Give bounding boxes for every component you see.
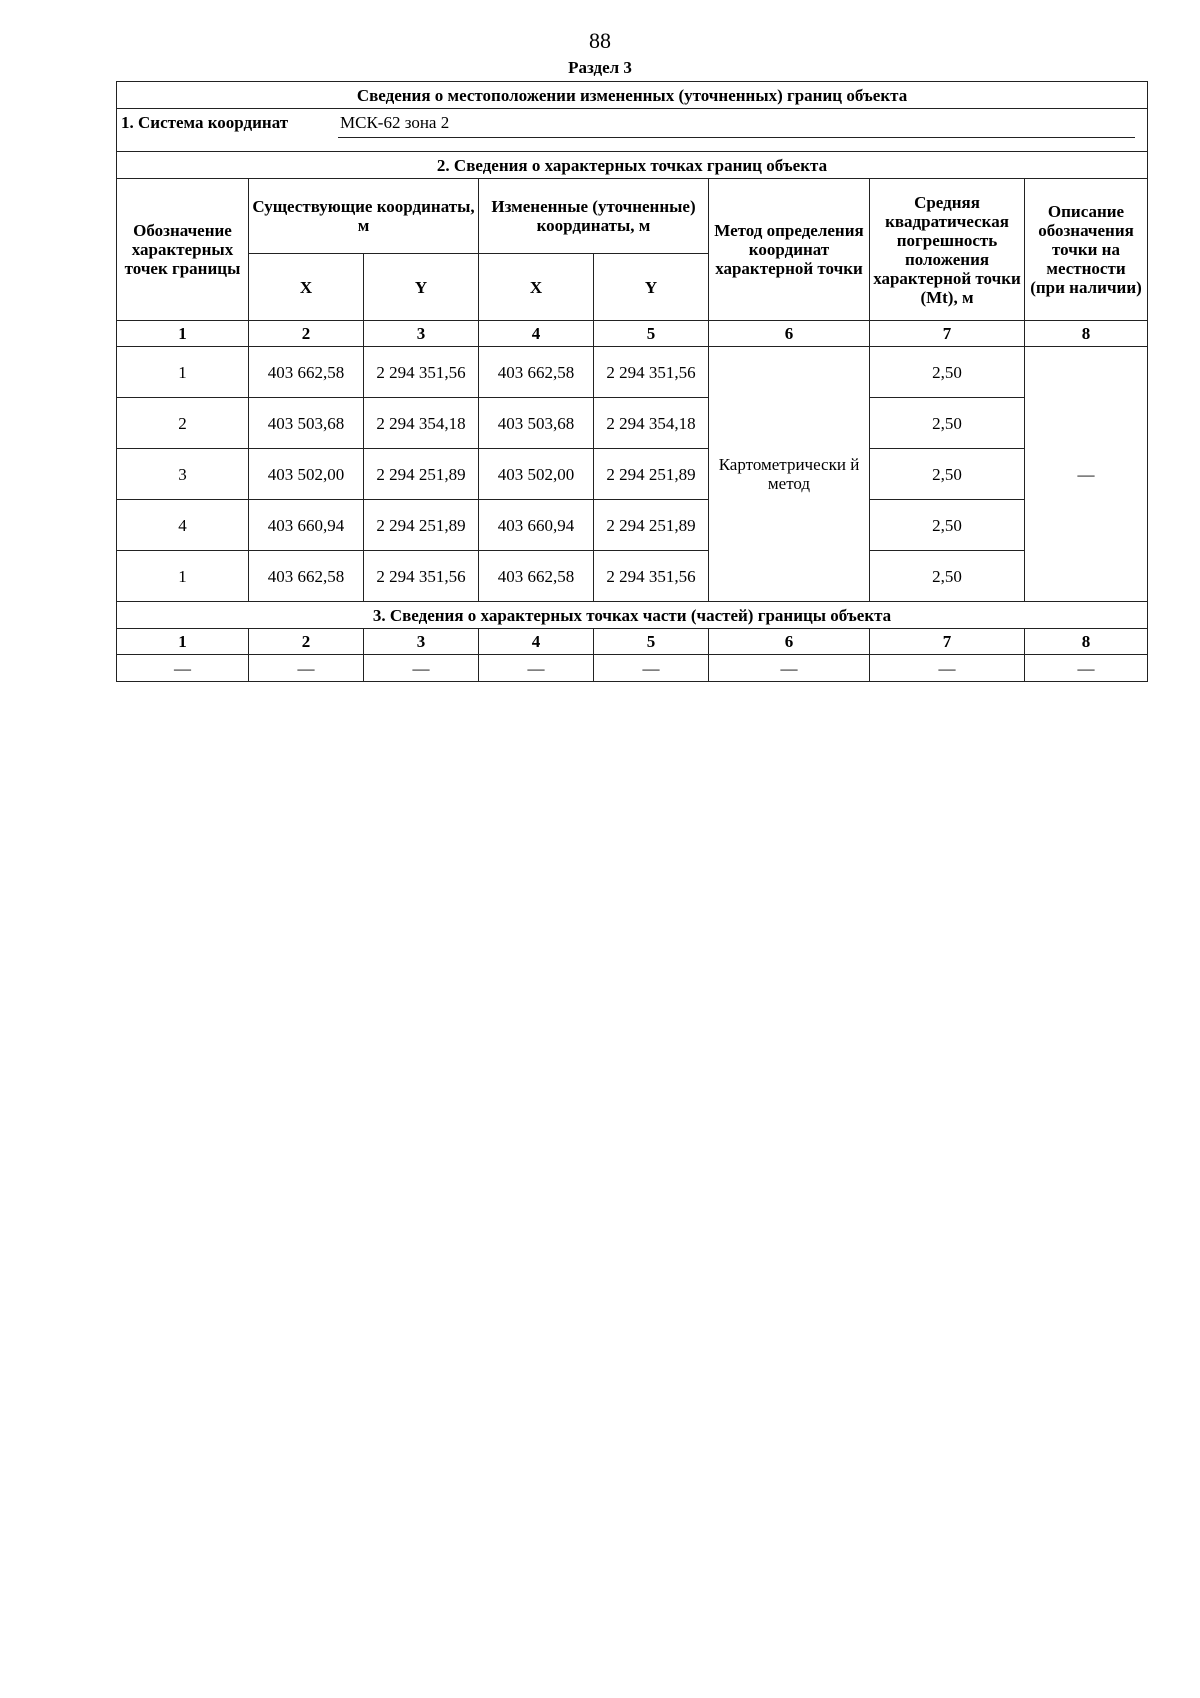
column-number: 6 — [709, 629, 870, 655]
header-existing-coords: Существующие координаты, м — [249, 179, 479, 254]
point-cell: 3 — [117, 449, 249, 500]
header-existing-x: X — [249, 254, 364, 321]
existing-y-cell: 2 294 351,56 — [364, 347, 479, 398]
mean-error-cell: 2,50 — [870, 347, 1025, 398]
column-number: 7 — [870, 321, 1025, 347]
coordinate-system-label: 1. Система координат — [121, 113, 289, 132]
header-changed-x: X — [479, 254, 594, 321]
mean-error-cell: 2,50 — [870, 500, 1025, 551]
changed-x-cell: 403 502,00 — [479, 449, 594, 500]
point-cell: 4 — [117, 500, 249, 551]
table-row — [117, 655, 1148, 682]
column-number: 8 — [1025, 629, 1148, 655]
column-number: 2 — [249, 321, 364, 347]
changed-y-cell: 2 294 351,56 — [594, 551, 709, 602]
changed-x-cell: 403 503,68 — [479, 398, 594, 449]
table-row — [117, 398, 1148, 449]
section3-title: 3. Сведения о характерных точках части (частей) границы объекта — [117, 602, 1148, 629]
column-number: 7 — [870, 629, 1025, 655]
table-row — [117, 500, 1148, 551]
changed-y-cell: 2 294 354,18 — [594, 398, 709, 449]
column-number: 1 — [117, 629, 249, 655]
method-cell: Картометрически й метод — [709, 347, 870, 602]
dash-cell: — — [117, 655, 249, 682]
dash-cell: — — [364, 655, 479, 682]
boundary-table — [116, 81, 1148, 682]
table-row — [117, 347, 1148, 398]
description-cell: — — [1025, 347, 1148, 602]
changed-x-cell: 403 660,94 — [479, 500, 594, 551]
existing-x-cell: 403 660,94 — [249, 500, 364, 551]
column-number: 1 — [117, 321, 249, 347]
column-number: 5 — [594, 629, 709, 655]
column-number: 8 — [1025, 321, 1148, 347]
table-row — [117, 449, 1148, 500]
existing-y-cell: 2 294 351,56 — [364, 551, 479, 602]
dash-cell: — — [479, 655, 594, 682]
header-description: Описание обозначения точки на местности (при наличии) — [1025, 179, 1148, 321]
changed-x-cell: 403 662,58 — [479, 551, 594, 602]
column-number: 5 — [594, 321, 709, 347]
existing-x-cell: 403 662,58 — [249, 551, 364, 602]
column-number: 4 — [479, 629, 594, 655]
existing-y-cell: 2 294 251,89 — [364, 449, 479, 500]
point-cell: 1 — [117, 551, 249, 602]
changed-y-cell: 2 294 251,89 — [594, 500, 709, 551]
column-number: 3 — [364, 629, 479, 655]
coordinate-system-row — [117, 109, 1148, 152]
existing-x-cell: 403 502,00 — [249, 449, 364, 500]
table-title: Сведения о местоположении измененных (уточненных) границ объекта — [117, 82, 1148, 109]
existing-x-cell: 403 503,68 — [249, 398, 364, 449]
existing-y-cell: 2 294 354,18 — [364, 398, 479, 449]
header-changed-coords: Измененные (уточненные) координаты, м — [479, 179, 709, 254]
header-changed-y: Y — [594, 254, 709, 321]
column-number: 2 — [249, 629, 364, 655]
dash-cell: — — [594, 655, 709, 682]
dash-cell: — — [1025, 655, 1148, 682]
dash-cell: — — [870, 655, 1025, 682]
column-number: 3 — [364, 321, 479, 347]
dash-cell: — — [249, 655, 364, 682]
point-cell: 2 — [117, 398, 249, 449]
changed-x-cell: 403 662,58 — [479, 347, 594, 398]
header-method: Метод определения координат характерной точки — [709, 179, 870, 321]
header-point-designation: Обозначение характерных точек границы — [117, 179, 249, 321]
existing-x-cell: 403 662,58 — [249, 347, 364, 398]
section-title: Раздел 3 — [568, 58, 632, 77]
dash-cell: — — [709, 655, 870, 682]
column-number: 4 — [479, 321, 594, 347]
existing-y-cell: 2 294 251,89 — [364, 500, 479, 551]
coordinate-system-value: МСК-62 зона 2 — [338, 113, 1135, 138]
mean-error-cell: 2,50 — [870, 398, 1025, 449]
point-cell: 1 — [117, 347, 249, 398]
table-row — [117, 551, 1148, 602]
header-existing-y: Y — [364, 254, 479, 321]
section2-title: 2. Сведения о характерных точках границ объекта — [117, 152, 1148, 179]
changed-y-cell: 2 294 351,56 — [594, 347, 709, 398]
header-mean-error: Средняя квадратическая погрешность положения характерной точки (Mt), м — [870, 179, 1025, 321]
changed-y-cell: 2 294 251,89 — [594, 449, 709, 500]
column-number: 6 — [709, 321, 870, 347]
page-number: 88 — [589, 28, 611, 53]
mean-error-cell: 2,50 — [870, 449, 1025, 500]
mean-error-cell: 2,50 — [870, 551, 1025, 602]
